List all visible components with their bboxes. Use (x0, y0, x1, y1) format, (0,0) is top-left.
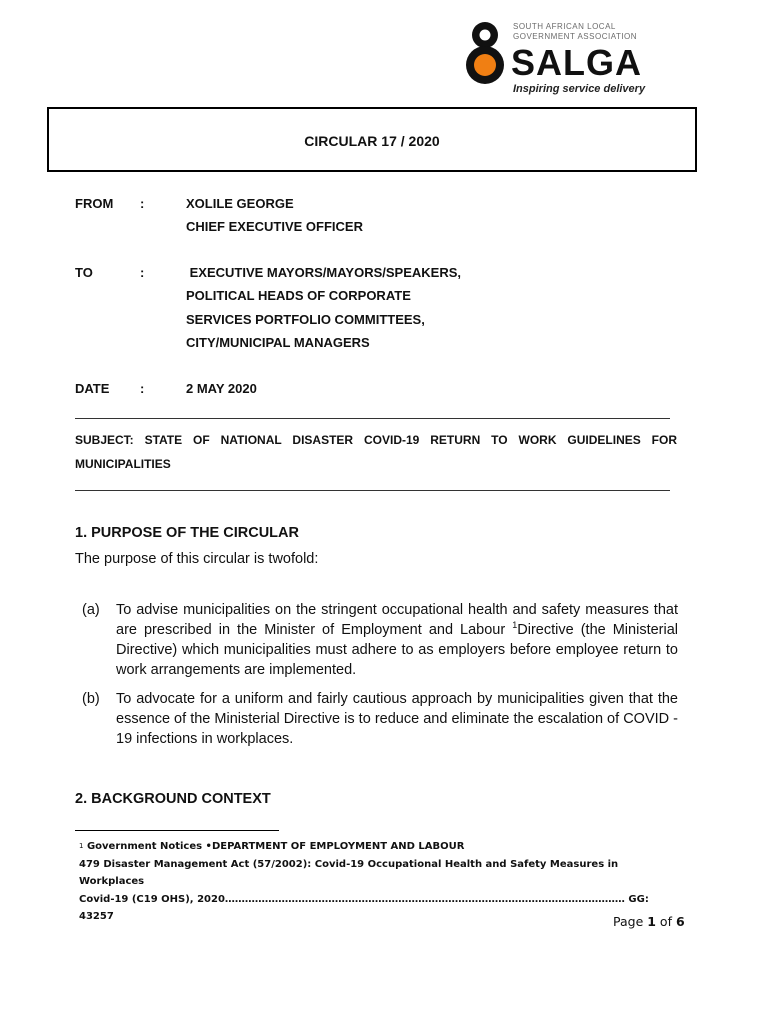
section-1-heading: 1. PURPOSE OF THE CIRCULAR (75, 525, 299, 541)
logo-name: SALGA (511, 42, 642, 83)
to-label: TO (75, 265, 93, 280)
list-item (82, 689, 678, 749)
to-line-1: EXECUTIVE MAYORS/MAYORS/SPEAKERS, (186, 265, 461, 280)
to-line-3: SERVICES PORTFOLIO COMMITTEES, (186, 312, 425, 327)
from-name: XOLILE GEORGE (186, 196, 294, 211)
section-2-heading: 2. BACKGROUND CONTEXT (75, 791, 271, 807)
from-title: CHIEF EXECUTIVE OFFICER (186, 219, 363, 234)
date-colon: : (140, 381, 145, 396)
page-number: Page 1 of 6 (613, 914, 685, 929)
section-1-intro: The purpose of this circular is twofold: (75, 551, 319, 567)
logo-tagline: Inspiring service delivery (513, 83, 646, 95)
divider-bottom (75, 490, 670, 491)
list-item-text: To advocate for a uniform and fairly cautious approach by municipalities given that the essence of the Ministerial Directive is to reduce and eliminate the escalation of COVID - 19 infections in workplaces. (116, 691, 678, 747)
divider-top (75, 418, 670, 419)
to-line-4: CITY/MUNICIPAL MANAGERS (186, 335, 370, 350)
footnote-number: 1 (79, 842, 84, 850)
list-item-marker: (a) (82, 602, 100, 618)
list-item (82, 600, 678, 680)
salga-emblem-icon (463, 20, 507, 86)
date-value: 2 MAY 2020 (186, 381, 257, 396)
to-colon: : (140, 265, 145, 280)
to-line-2: POLITICAL HEADS OF CORPORATE (186, 288, 411, 303)
list-item-text: To advise municipalities on the stringent occupational health and safety measures that are prescribed in the Minister of Employment and Labour $^1$Directive (the Ministerial Directive) which municipalities must adhere to as employers before employee return to work arrangements are implemented. (116, 602, 678, 678)
from-colon: : (140, 196, 145, 211)
circular-title: CIRCULAR 17 / 2020 (304, 133, 440, 149)
date-label: DATE (75, 381, 110, 396)
logo-organisation: SOUTH AFRICAN LOCAL GOVERNMENT ASSOCIATION (513, 22, 638, 41)
subject-line: SUBJECT: STATE OF NATIONAL DISASTER COVID-19 RETURN TO WORK GUIDELINES FOR MUNICIPALITIES (75, 433, 677, 471)
footnote-ref[interactable]: 1 (512, 620, 518, 630)
list-item-marker: (b) (82, 691, 100, 707)
footnote: $^1$ Government Notices •DEPARTMENT OF EMPLOYMENT AND LABOUR 479 Disaster Management Act (57/2002): Covid-19 Occupational Health and Safety Measures in Workplaces Covid-19 (C19 OHS), 2020………………………………………………………………………………………………………… GG: 43257 (79, 841, 649, 922)
salga-logo (463, 20, 653, 100)
from-label: FROM (75, 196, 114, 211)
footnote-separator (75, 830, 279, 831)
circular-title-box (47, 107, 697, 172)
